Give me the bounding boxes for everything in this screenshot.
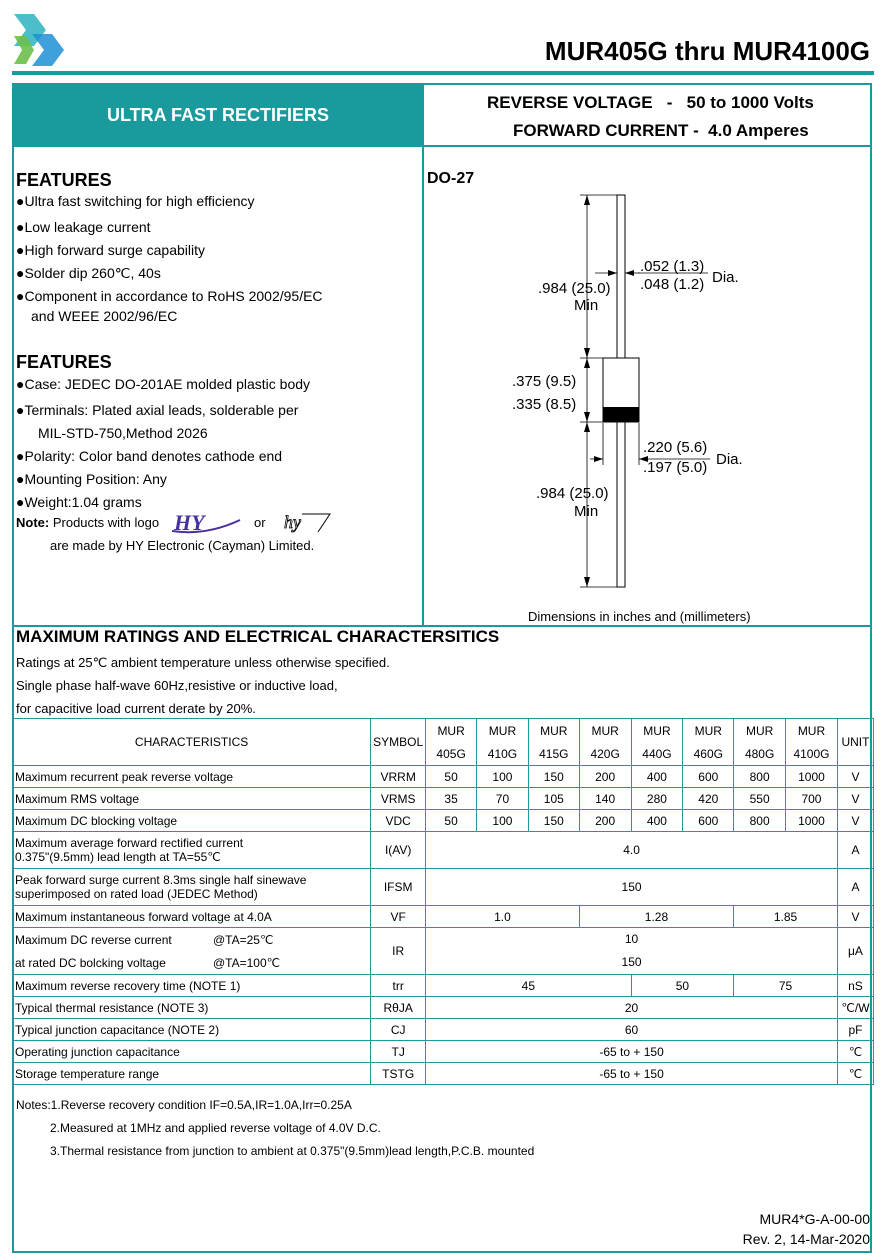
row-unit: ℃/W — [837, 997, 873, 1019]
divider — [422, 85, 424, 625]
cell-value: 1000 — [786, 810, 838, 832]
part-series: MUR — [683, 719, 734, 743]
mechanical-item: ● Polarity: Color band denotes cathode end — [16, 448, 282, 464]
row-label: Maximum reverse recovery time (NOTE 1) — [13, 975, 371, 997]
row-unit: nS — [837, 975, 873, 997]
feature-item-continued: and WEEE 2002/96/EC — [31, 308, 178, 324]
row-label: Maximum recurrent peak reverse voltage — [13, 766, 371, 788]
feature-item: ● Component in accordance to RoHS 2002/95/EC — [16, 288, 323, 304]
mechanical-item: ● Mounting Position: Any — [16, 471, 167, 487]
cell-value: 800 — [734, 766, 786, 788]
dim-min-label: Min — [574, 503, 599, 520]
dim-lead-length-bottom: .984 (25.0) — [536, 485, 609, 502]
cell-value: 420 — [683, 788, 734, 810]
dim-body-dia-min: .197 (5.0) — [643, 459, 708, 476]
table-row — [13, 766, 874, 788]
row-symbol: IFSM — [371, 869, 426, 906]
table-row — [13, 788, 874, 810]
dim-lead-dia-max: .052 (1.3) — [640, 258, 705, 275]
row-label: Maximum instantaneous forward voltage at 4.0A — [13, 906, 371, 928]
row-label: Peak forward surge current 8.3ms single half sinewave superimposed on rated load (JEDEC Method) — [13, 869, 371, 906]
dim-dia-label: Dia. — [712, 269, 739, 286]
cell-value: 10 150 — [426, 928, 838, 975]
header-rule — [12, 71, 874, 75]
revision: Rev. 2, 14-Mar-2020 — [742, 1231, 870, 1247]
dim-lead-length-top: .984 (25.0) — [538, 280, 611, 297]
hy-logo-bold — [170, 510, 242, 534]
dim-body-length-min: .335 (8.5) — [512, 396, 577, 413]
cell-value: 20 — [426, 997, 838, 1019]
cell-value: 800 — [734, 810, 786, 832]
table-row — [13, 928, 874, 975]
mechanical-item: ● Case: JEDEC DO-201AE molded plastic body — [16, 376, 310, 392]
row-unit: A — [837, 869, 873, 906]
part-series: MUR — [426, 719, 477, 743]
cell-value: 600 — [683, 810, 734, 832]
part-series: MUR — [477, 719, 529, 743]
part-number: 4100G — [786, 742, 838, 766]
row-symbol: TJ — [371, 1041, 426, 1063]
part-number: 440G — [631, 742, 683, 766]
feature-item: ● High forward surge capability — [16, 242, 205, 258]
row-symbol: I(AV) — [371, 832, 426, 869]
row-label: Operating junction capacitance — [13, 1041, 371, 1063]
row-symbol: VRMS — [371, 788, 426, 810]
features-title: FEATURES — [16, 170, 112, 190]
cell-value: 1.85 — [734, 906, 838, 928]
row-unit: A — [837, 832, 873, 869]
row-label: Maximum DC blocking voltage — [13, 810, 371, 832]
product-banner: ULTRA FAST RECTIFIERS — [14, 85, 422, 145]
logo-note: Note: Products with logo — [16, 515, 160, 530]
table-row — [13, 1041, 874, 1063]
note-3: 3.Thermal resistance from junction to ambient at 0.375"(9.5mm)lead length,P.C.B. mounted — [50, 1144, 535, 1158]
cell-value: 1.28 — [579, 906, 734, 928]
row-unit: ℃ — [837, 1063, 873, 1085]
mechanical-title: FEATURES — [16, 352, 112, 372]
mechanical-item: ● Terminals: Plated axial leads, solderable per — [16, 402, 298, 418]
cell-value: 105 — [528, 788, 579, 810]
part-series: MUR — [528, 719, 579, 743]
part-number: 405G — [426, 742, 477, 766]
mechanical-item: ● Weight:1.04 grams — [16, 494, 142, 510]
cell-value: 35 — [426, 788, 477, 810]
cell-value: 100 — [477, 766, 529, 788]
feature-item: ● Solder dip 260℃, 40s — [16, 265, 161, 282]
row-symbol: VDC — [371, 810, 426, 832]
row-unit: V — [837, 906, 873, 928]
part-number: 415G — [528, 742, 579, 766]
cell-value: 150 — [528, 810, 579, 832]
row-label: Maximum average forward rectified current 0.375"(9.5mm) lead length at TA=55℃ — [13, 832, 371, 869]
part-series: MUR — [786, 719, 838, 743]
row-unit: ℃ — [837, 1041, 873, 1063]
row-unit: μA — [837, 928, 873, 975]
cell-value: 200 — [579, 810, 631, 832]
row-symbol: TSTG — [371, 1063, 426, 1085]
forward-current: FORWARD CURRENT - 4.0 Amperes — [513, 121, 809, 140]
cell-value: 100 — [477, 810, 529, 832]
company-logo — [12, 12, 70, 70]
cell-value: 70 — [477, 788, 529, 810]
feature-item: ● Ultra fast switching for high efficiency — [16, 193, 255, 209]
note-1: Notes:1.Reverse recovery condition IF=0.5A,IR=1.0A,Irr=0.25A — [16, 1098, 352, 1112]
cell-value: -65 to + 150 — [426, 1041, 838, 1063]
doc-code: MUR4*G-A-00-00 — [759, 1211, 870, 1227]
table-row — [13, 869, 874, 906]
ratings-title: MAXIMUM RATINGS AND ELECTRICAL CHARACTERSITICS — [16, 627, 500, 646]
ratings-line: for capacitive load current derate by 20%. — [16, 701, 256, 716]
part-number: 480G — [734, 742, 786, 766]
row-symbol: IR — [371, 928, 426, 975]
dim-lead-dia-min: .048 (1.2) — [640, 276, 705, 293]
part-series: MUR — [734, 719, 786, 743]
ratings-line: Ratings at 25℃ ambient temperature unless otherwise specified. — [16, 655, 390, 670]
row-unit: V — [837, 766, 873, 788]
row-label: Typical thermal resistance (NOTE 3) — [13, 997, 371, 1019]
cell-value: 150 — [426, 869, 838, 906]
dim-min-label: Min — [574, 297, 599, 314]
cell-value: 60 — [426, 1019, 838, 1041]
row-symbol: VRRM — [371, 766, 426, 788]
row-symbol: RθJA — [371, 997, 426, 1019]
cell-value: 600 — [683, 766, 734, 788]
cell-value: 45 — [426, 975, 631, 997]
row-unit: V — [837, 788, 873, 810]
logo-note-line2: are made by HY Electronic (Cayman) Limited. — [50, 538, 315, 553]
table-row — [13, 832, 874, 869]
table-header-row — [13, 719, 874, 743]
dim-body-dia-max: .220 (5.6) — [643, 439, 708, 456]
table-row — [13, 1019, 874, 1041]
table-row — [13, 975, 874, 997]
cell-value: 150 — [528, 766, 579, 788]
logo-or: or — [254, 515, 266, 530]
note-2: 2.Measured at 1MHz and applied reverse voltage of 4.0V D.C. — [50, 1121, 381, 1135]
cell-value: 400 — [631, 810, 683, 832]
row-symbol: CJ — [371, 1019, 426, 1041]
header-unit: UNIT — [837, 719, 873, 766]
part-series: MUR — [631, 719, 683, 743]
document-title: MUR405G thru MUR4100G — [544, 36, 870, 66]
table-row — [13, 810, 874, 832]
cell-value: -65 to + 150 — [426, 1063, 838, 1085]
table-row — [13, 906, 874, 928]
cell-value: 400 — [631, 766, 683, 788]
reverse-voltage: REVERSE VOLTAGE - 50 to 1000 Volts — [487, 93, 814, 112]
part-series: MUR — [579, 719, 631, 743]
cell-value: 140 — [579, 788, 631, 810]
cell-value: 50 — [426, 810, 477, 832]
cell-value: 75 — [734, 975, 838, 997]
feature-item: ● Low leakage current — [16, 219, 151, 235]
header-symbol: SYMBOL — [371, 719, 426, 766]
cell-value: 50 — [426, 766, 477, 788]
cell-value: 550 — [734, 788, 786, 810]
cell-value: 1.0 — [426, 906, 580, 928]
row-symbol: VF — [371, 906, 426, 928]
cell-value: 50 — [631, 975, 734, 997]
header-characteristics: CHARACTERISTICS — [13, 719, 371, 766]
package-name: DO-27 — [427, 170, 475, 187]
package-outline-drawing — [500, 185, 780, 595]
mechanical-item-continued: MIL-STD-750,Method 2026 — [38, 425, 208, 441]
svg-text:HY: HY — [174, 510, 205, 534]
cell-value: 280 — [631, 788, 683, 810]
cell-value: 4.0 — [426, 832, 838, 869]
characteristics-table — [12, 718, 874, 1085]
row-label: Storage temperature range — [13, 1063, 371, 1085]
cell-value: 700 — [786, 788, 838, 810]
dim-body-length-max: .375 (9.5) — [512, 373, 577, 390]
row-unit: pF — [837, 1019, 873, 1041]
dim-body-dia-label: Dia. — [716, 451, 743, 468]
row-label: Typical junction capacitance (NOTE 2) — [13, 1019, 371, 1041]
svg-text:hy: hy — [284, 512, 301, 532]
row-label: Maximum DC reverse current @TA=25℃ at rated DC bolcking voltage @TA=100℃ — [13, 928, 371, 975]
divider — [14, 145, 872, 147]
table-row — [13, 997, 874, 1019]
ratings-line: Single phase half-wave 60Hz,resistive or inductive load, — [16, 678, 338, 693]
cell-value: 200 — [579, 766, 631, 788]
row-symbol: trr — [371, 975, 426, 997]
table-row — [13, 1063, 874, 1085]
part-number: 460G — [683, 742, 734, 766]
part-number: 420G — [579, 742, 631, 766]
cell-value: 1000 — [786, 766, 838, 788]
row-unit: V — [837, 810, 873, 832]
row-label: Maximum RMS voltage — [13, 788, 371, 810]
part-number: 410G — [477, 742, 529, 766]
hy-logo-outline — [282, 510, 334, 534]
dimensions-caption: Dimensions in inches and (millimeters) — [528, 609, 751, 624]
